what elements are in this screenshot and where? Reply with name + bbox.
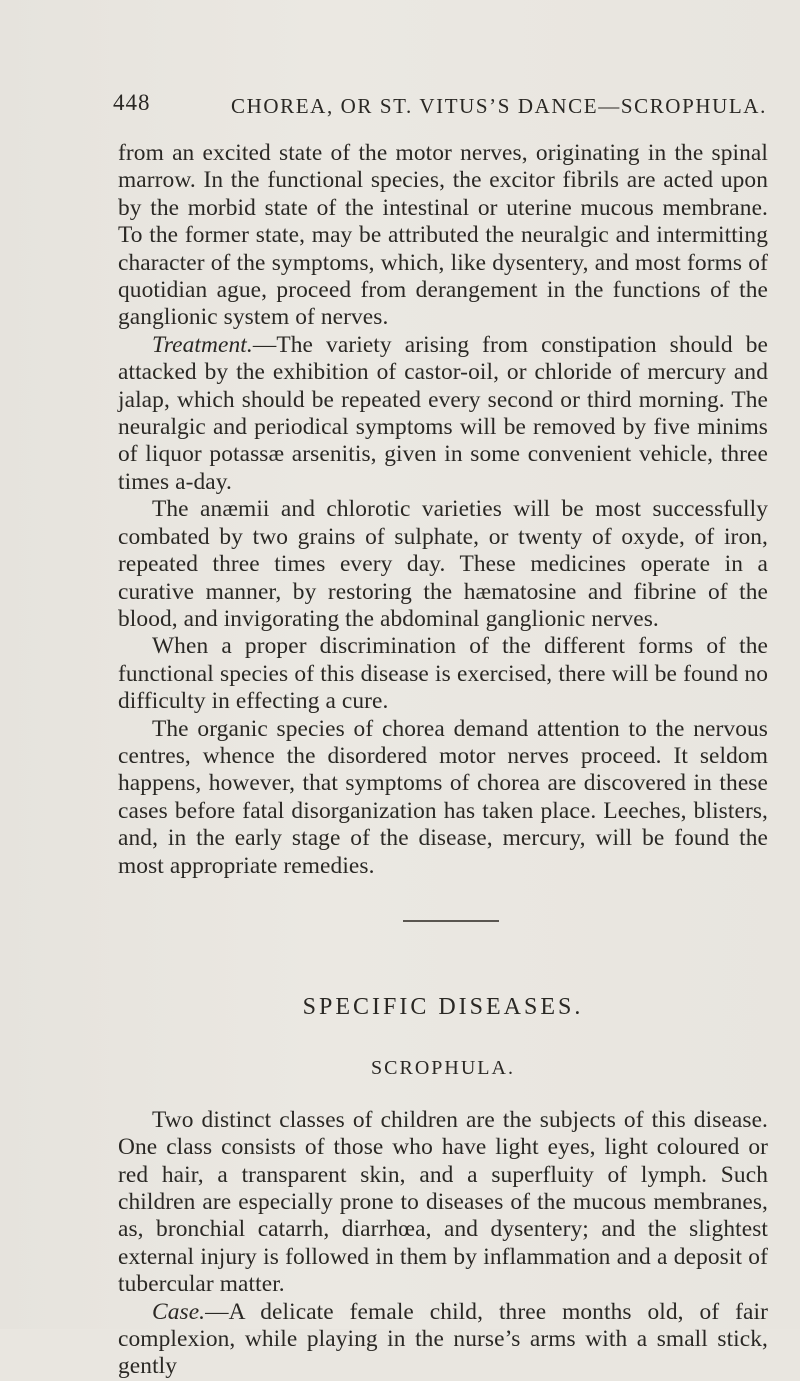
paragraph-1 — [118, 140, 768, 332]
paragraph-treatment — [118, 332, 768, 496]
paragraph-3 — [118, 496, 768, 633]
section-divider — [403, 920, 499, 922]
section-paragraph-case — [118, 1299, 768, 1381]
section-paragraph-1 — [118, 1107, 768, 1299]
section-paragraph-1-text: Two distinct classes of children are the subjects of this disease. One class consists of those who have light eyes, light coloured or red hair, a transparent skin, and a superfluity of lymph. Such children are especially prone to diseases of the mucous membranes, as, bronchial catarrh, diarrhœa, and dysentery; and the slightest external injury is followed in them by inflammation and a deposit of tubercular matter. — [118, 1106, 768, 1298]
paragraph-treatment-text: —The variety arising from constipation should be attacked by the exhibition of castor-oil, or chloride of mercury and jalap, which should be repeated every second or third morning. The neuralgic and periodical symptoms will be removed by five minims of liquor potassæ arsenitis, given in some convenient vehicle, three times a-day. — [118, 331, 768, 495]
page-body — [118, 140, 768, 1381]
paragraph-4 — [118, 633, 768, 715]
paragraph-5 — [118, 716, 768, 880]
section-subtitle: SCROPHULA. — [371, 1057, 515, 1080]
paragraph-4-text: When a proper discrimination of the different forms of the functional species of this disease is exercised, there will be found no difficulty in effecting a cure. — [118, 633, 768, 715]
page-number: 448 — [113, 90, 151, 115]
section-title: SPECIFIC DISEASES. — [302, 993, 584, 1020]
treatment-heading: Treatment. — [152, 331, 253, 358]
paragraph-3-text: The anæmii and chlorotic varieties will be most successfully combated by two grains of sulphate, or twenty of oxyde, of iron, repeated three times every day. These medicines operate in a curative manner, by restoring the hæmatosine and fibrine of the blood, and invigorating the abdominal ganglionic nerves. — [118, 496, 768, 632]
paragraph-5-text: The organic species of chorea demand attention to the nervous centres, whence the disordered motor nerves proceed. It seldom happens, however, that symptoms of chorea are discovered in these cases before fatal disorganization has taken place. Leeches, blisters, and, in the early stage of the disease, mercury, will be found the most appropriate remedies. — [118, 715, 768, 879]
section-paragraph-case-text: —A delicate female child, three months old, of fair complexion, while playing in the nurse’s arms with a small stick, gently — [118, 1298, 768, 1380]
running-head: CHOREA, OR ST. VITUS’S DANCE—SCROPHULA. — [231, 94, 767, 118]
case-heading: Case. — [152, 1298, 206, 1325]
paragraph-1-text: from an excited state of the motor nerves, originating in the spinal marrow. In the functional species, the excitor fibrils are acted upon by the morbid state of the intestinal or uterine mucous membrane. To the former state, may be attributed the neuralgic and intermitting character of the symptoms, which, like dysentery, and most forms of quotidian ague, proceed from derangement in the functions of the ganglionic system of nerves. — [118, 140, 768, 331]
